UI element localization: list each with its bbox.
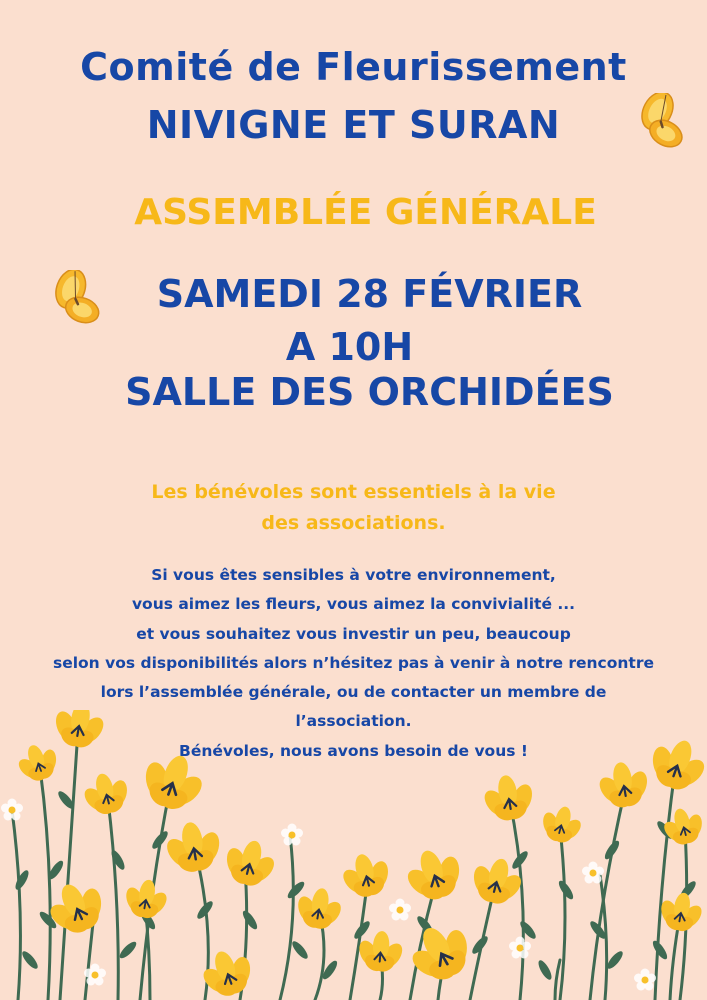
body-line: selon vos disponibilités alors n’hésitez pas à venir à notre rencontre xyxy=(52,653,654,672)
body-line: lors l’assemblée générale, ou de contacter un membre de xyxy=(100,683,607,702)
body-line: l’association. xyxy=(295,712,412,731)
event-name: ASSEMBLÉE GÉNÉRALE xyxy=(134,192,597,233)
body-line: Si vous êtes sensibles à votre environnement, xyxy=(151,566,556,584)
butterfly-icon xyxy=(630,93,696,155)
lead-line: des associations. xyxy=(261,512,446,534)
title-line-1: Comité de Fleurissement xyxy=(80,45,627,89)
event-time: A 10H xyxy=(285,325,414,369)
lead-line: Les bénévoles sont essentiels à la vie xyxy=(151,481,556,503)
flowers-illustration xyxy=(0,710,707,1000)
event-date: SAMEDI 28 FÉVRIER xyxy=(156,272,583,316)
body-line: vous aimez les fleurs, vous aimez la convivialité ... xyxy=(131,595,576,614)
body-line: et vous souhaitez vous investir un peu, beaucoup xyxy=(136,624,571,643)
body-line: Bénévoles, nous avons besoin de vous ! xyxy=(179,741,528,760)
event-venue: SALLE DES ORCHIDÉES xyxy=(125,370,614,414)
title-line-2: NIVIGNE ET SURAN xyxy=(146,103,561,147)
lead-text xyxy=(0,477,707,539)
